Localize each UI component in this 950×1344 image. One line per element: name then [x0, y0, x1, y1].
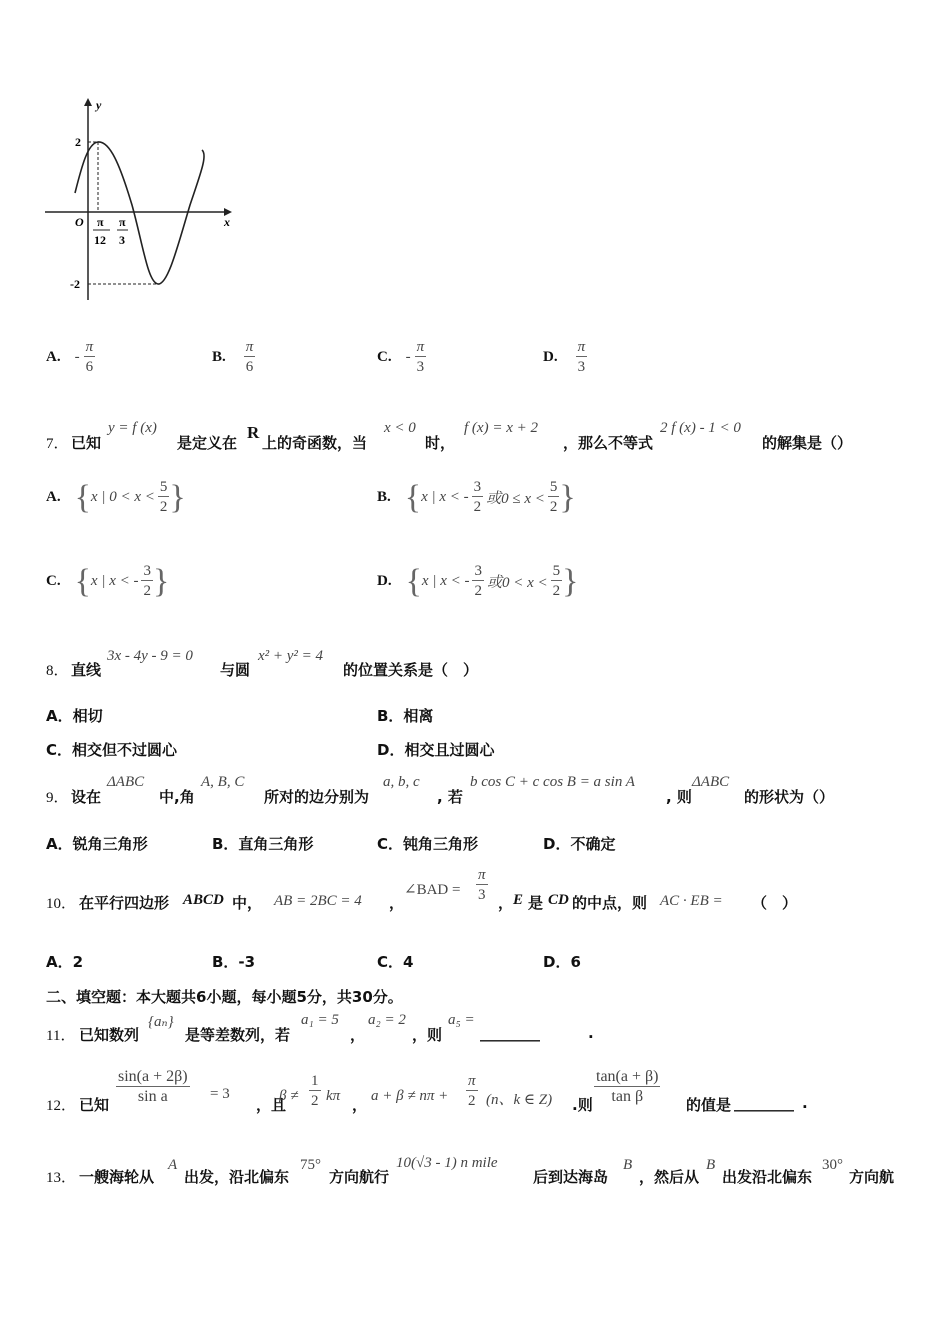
tick2-num: π	[119, 215, 126, 229]
q9-option-a[interactable]: A．锐角三角形	[46, 835, 148, 853]
q10-option-b[interactable]: B．-3	[212, 953, 256, 971]
q8-option-b[interactable]: B．相离	[377, 707, 434, 725]
q7-option-d[interactable]: D. { x | x < - $\frac{3}{2}$ 或0 < x < $\frac{5}{2}$ }	[377, 562, 579, 600]
origin-label: O	[75, 215, 84, 229]
q11-blank[interactable]: ________	[480, 1024, 540, 1042]
q8-option-c[interactable]: C．相交但不过圆心	[46, 741, 178, 759]
q9-option-c[interactable]: C．钝角三角形	[377, 835, 479, 853]
y-label: y	[96, 98, 102, 112]
q8-option-a[interactable]: A．相切	[46, 707, 103, 725]
q10-option-c[interactable]: C．4	[377, 953, 414, 971]
q9-option-b[interactable]: B．直角三角形	[212, 835, 314, 853]
q6-option-c[interactable]: C. - $\frac{\pi}{3}$	[377, 339, 425, 375]
question-10: 10． 在平行四边形 ABCD 中， AB = 2BC = 4 ， ∠BAD = $\frac{\pi}{3}$ ， E 是 CD 的中点，则 AC · EB = （ ）	[46, 867, 798, 912]
question-12: 12． 已知 $\frac{\sin(a + 2\beta)}{\text{sin a}}$ = 3 ，且 β ≠ $\frac{1}{2}$ kπ ， a + β ≠ nπ + $\frac{\pi}{2}$ (n、k ∈ Z) .则 $\frac{\tan(a + \beta)}{\text{tan β}}$ 的值是 ________ .	[46, 1068, 808, 1114]
question-11: 11． 已知数列 {aₙ} 是等差数列，若 a₁ = 5 ， a₂ = 2 ，则 a₅ = ________ .	[46, 1012, 594, 1044]
q7-option-c[interactable]: C. { x | x < - $\frac{3}{2}$ }	[46, 562, 170, 600]
q6-option-a[interactable]: A. - $\frac{\pi}{6}$	[46, 339, 94, 375]
sine-curve	[75, 142, 204, 284]
y-axis-arrow	[84, 98, 92, 106]
q6-option-b[interactable]: B. $\frac{\pi}{6}$	[212, 339, 254, 375]
y-min-label: -2	[70, 277, 80, 291]
q7-option-a[interactable]: A. { x | 0 < x < $\frac{5}{2}$ }	[46, 478, 186, 516]
tick1-num: π	[97, 215, 104, 229]
question-8: 8． 直线 3x - 4y - 9 = 0 与圆 x² + y² = 4 的位置关系是（ ）	[46, 648, 479, 679]
tick2-den: 3	[119, 233, 125, 247]
question-7: 7． 已知 y = f (x) 是定义在 R 上的奇函数，当 x < 0 时， f (x) = x + 2 ，那么不等式 2 f (x) - 1 < 0 的解集是（）	[46, 420, 853, 452]
q10-option-d[interactable]: D．6	[543, 953, 581, 971]
question-13: 13． 一艘海轮从 A 出发，沿北偏东 75° 方向航行 10(√3 - 1) n mile 后到达海岛 B ，然后从 B 出发沿北偏东 30° 方向航	[46, 1155, 895, 1186]
x-label: x	[224, 215, 230, 229]
q8-option-d[interactable]: D．相交且过圆心	[377, 741, 495, 759]
section-2-heading: 二、填空题：本大题共6小题，每小题5分，共30分。	[46, 988, 403, 1006]
tick1-den: 12	[94, 233, 106, 247]
question-9: 9． 设在 ΔABC 中,角 A, B, C 所对的边分别为 a, b, c , 若 b cos C + c cos B = a sin A , 则 ΔABC 的形状为（）	[46, 774, 835, 806]
q9-option-d[interactable]: D．不确定	[543, 835, 616, 853]
sine-graph	[40, 95, 250, 305]
q12-blank[interactable]: ________	[734, 1094, 794, 1112]
q7-option-b[interactable]: B. { x | x < - $\frac{3}{2}$ 或0 ≤ x < $\frac{5}{2}$ }	[377, 478, 576, 516]
y-max-label: 2	[75, 135, 81, 149]
q6-option-d[interactable]: D. $\frac{\pi}{3}$	[543, 339, 586, 375]
q10-option-a[interactable]: A．2	[46, 953, 84, 971]
